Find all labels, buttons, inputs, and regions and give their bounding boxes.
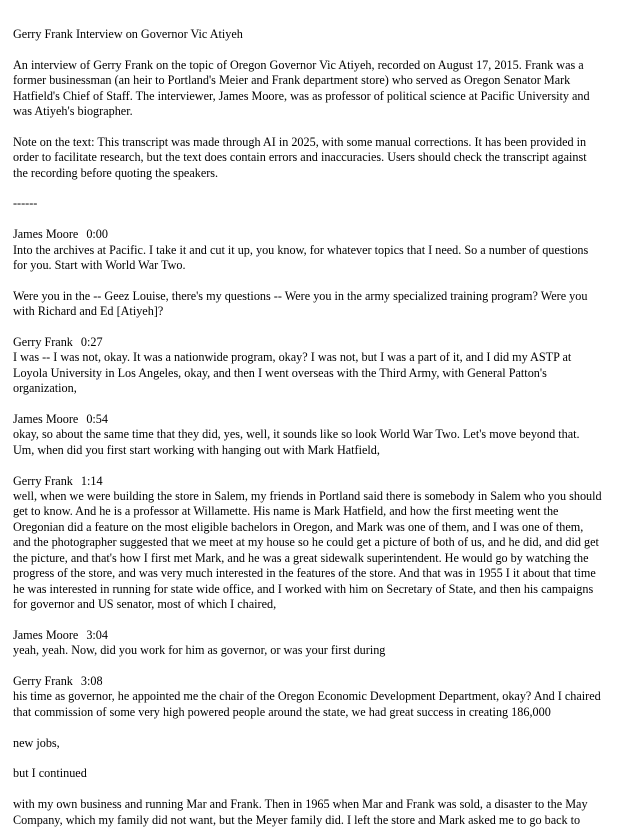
turn-paragraph: his time as governor, he appointed me the chair of the Oregon Economic Development Department, okay? And I chaired that commission of some very high powered people around the state, we had great success in creating 186,000 [13,689,601,719]
turn-paragraph: with my own business and running Mar and Frank. Then in 1965 when Mar and Frank was sold, a disaster to the May Company, which my family did not want, but the Meyer family did. I left the store and Mark asked me to go back to [13,797,588,827]
transcript-turn [13,335,603,397]
timestamp: 1:14 [80,473,103,488]
timestamp: 0:00 [86,227,108,242]
speaker-name: James Moore [13,627,79,642]
turn-paragraph: but I continued [13,766,87,781]
transcript-turn [13,227,603,319]
turn-paragraph: Into the archives at Pacific. I take it and cut it up, you know, for whatever topics that I need. So a number of questions for you. Start with World War Two. [13,242,589,273]
transcript-turn [13,474,603,613]
speaker-line [13,412,603,427]
transcript-turn [13,628,603,659]
speaker-name: James Moore [13,227,79,242]
turn-paragraph: Were you in the -- Geez Louise, there's my questions -- Were you in the army specialized training program? Were you with Richard and Ed [Atiyeh]? [13,288,588,319]
speaker-line [13,474,603,489]
document-title: Gerry Frank Interview on Governor Vic Atiyeh [13,27,243,41]
turn-paragraph: I was -- I was not, okay. It was a nationwide program, okay? I was not, but I was a part of it, and I did my ASTP at Loyola University in Los Angeles, okay, and then I went overseas with the Third Army, with General Patton's organization, [13,350,572,396]
transcript-turn [13,412,603,458]
turn-paragraph: well, when we were building the store in Salem, my friends in Portland said there is somebody in Salem who you should get to know. And he is a professor at Willamette. His name is Mark Hatfield, and how the first meeting went the Oregonian did a feature on the most eligible bachelors in Oregon, and Mark was one of them, and I was one of them, and the photographer suggested that we meet at my house so he could get a picture of both of us, and he did, and did get the picture, and that's how I first met Mark, and he was a great sidewalk superintendent. He would go by watching the progress of the store, and was very much interested in the features of the store. And that was in 1955 I it about that time he was interested in running for state wide office, and I worked with him on Secretary of State, and then his campaigns for governor and US senator, most of which I chaired, [13,489,602,611]
speaker-name: Gerry Frank [13,473,73,488]
speaker-line [13,227,603,242]
speaker-line [13,628,603,643]
turn-paragraph: new jobs, [13,735,60,750]
turn-paragraph: okay, so about the same time that they did, yes, well, it sounds like so look World War Two. Let's move beyond that. Um, when did you first start working with hanging out with Mark Hatfield, [13,427,580,457]
speaker-line [13,335,603,350]
separator: ------ [13,196,38,211]
intro-paragraph: An interview of Gerry Frank on the topic of Oregon Governor Vic Atiyeh, recorded on August 17, 2015. Frank was a former businessman (an heir to Portland's Meier and Frank department store) who served as Oregon Senator Mark Hatfield's Chief of Staff. The interviewer, James Moore, was as professor of political science at Pacific University and was Atiyeh's biographer. [13,57,590,119]
note-paragraph: Note on the text: This transcript was made through AI in 2025, with some manual corrections. It has been provided in order to facilitate research, but the text does contain errors and inaccuracies. Users should check the transcript against the recording before quoting the speakers. [13,134,587,180]
timestamp: 0:54 [86,412,108,427]
timestamp: 3:04 [86,627,108,642]
timestamp: 0:27 [80,335,103,350]
speaker-name: Gerry Frank [13,335,73,350]
speaker-line [13,674,603,689]
speaker-name: Gerry Frank [13,673,73,688]
speaker-name: James Moore [13,412,79,427]
turn-paragraph: yeah, yeah. Now, did you work for him as governor, or was your first during [13,643,386,658]
transcript-turn [13,674,603,828]
timestamp: 3:08 [80,673,103,688]
